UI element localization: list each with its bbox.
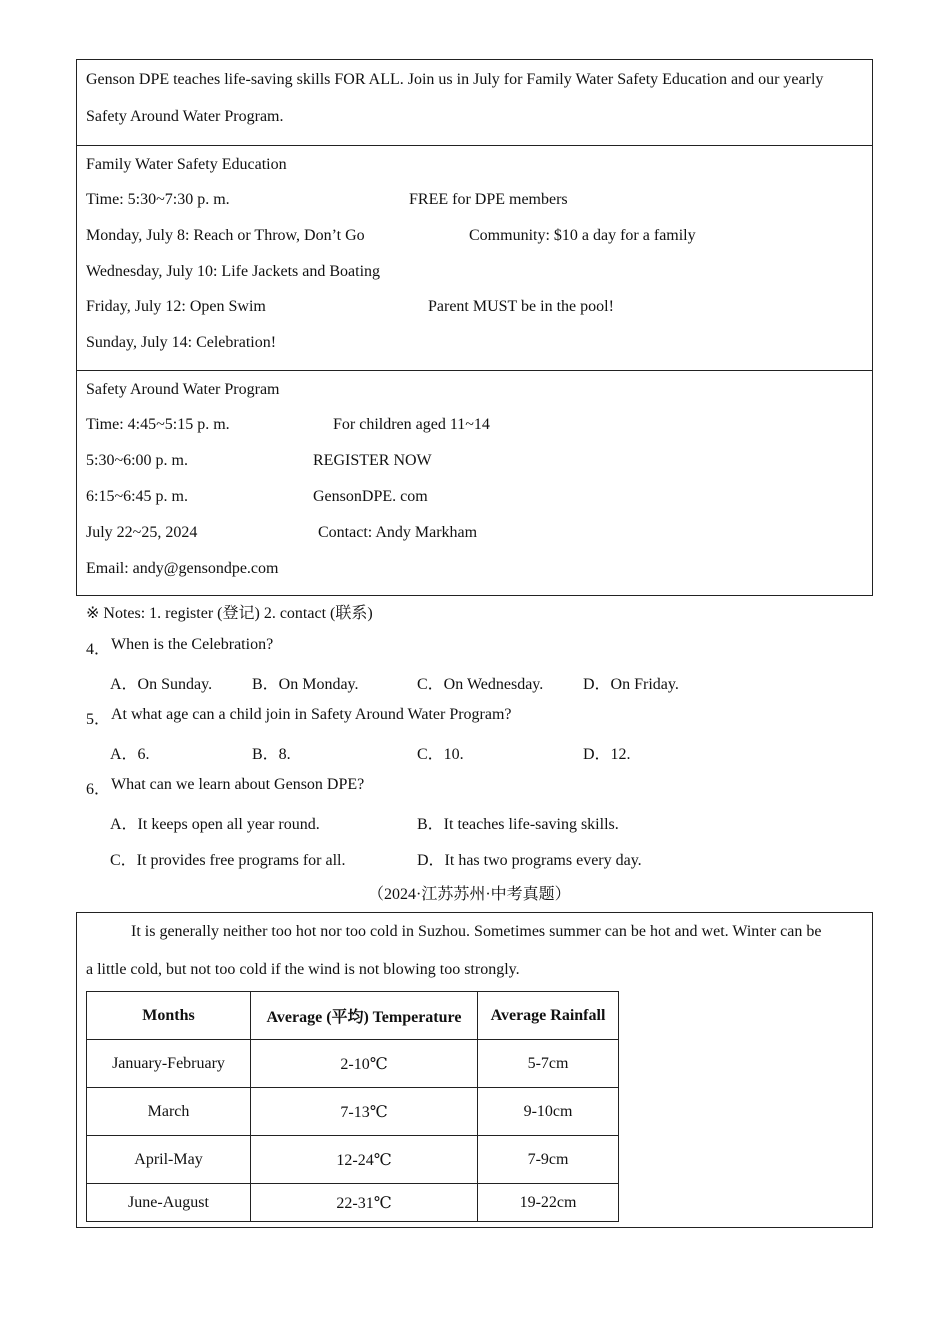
question-6-option-b: B．It teaches life-saving skills.: [417, 816, 619, 833]
header-months: Months: [87, 992, 251, 1040]
table-row: [87, 1088, 619, 1136]
safety-time-2: 5:30~6:00 p. m.: [86, 452, 188, 469]
vocabulary-notes: ※ Notes: 1. register (登记) 2. contact (联系): [86, 605, 373, 622]
cell-temperature: 12-24℃: [251, 1136, 478, 1184]
family-time: Time: 5:30~7:30 p. m.: [86, 191, 230, 208]
family-wednesday: Wednesday, July 10: Life Jackets and Boating: [86, 263, 381, 280]
question-6-option-c: C．It provides free programs for all.: [110, 852, 346, 869]
intro-line-2: Safety Around Water Program.: [86, 108, 284, 125]
table-row: [87, 1184, 619, 1222]
question-5-option-b: B．8.: [252, 746, 291, 763]
safety-contact: Contact: Andy Markham: [318, 524, 478, 541]
family-free-note: FREE for DPE members: [409, 191, 568, 208]
safety-dates: July 22~25, 2024: [86, 524, 198, 541]
question-4-option-b: B．On Monday.: [252, 676, 359, 693]
safety-program-box: [76, 370, 873, 596]
family-title: Family Water Safety Education: [86, 156, 287, 173]
intro-box: [76, 59, 873, 146]
family-sunday: Sunday, July 14: Celebration!: [86, 334, 277, 351]
question-6-number: 6．: [86, 781, 111, 798]
question-4-option-d: D．On Friday.: [583, 676, 679, 693]
table-row: [87, 1040, 619, 1088]
question-4-option-a: A．On Sunday.: [110, 676, 213, 693]
question-4-text: When is the Celebration?: [111, 636, 274, 653]
safety-title: Safety Around Water Program: [86, 381, 280, 398]
cell-temperature: 7-13℃: [251, 1088, 478, 1136]
cell-temperature: 22-31℃: [251, 1184, 478, 1222]
cell-month: April-May: [87, 1136, 251, 1184]
safety-time-3: 6:15~6:45 p. m.: [86, 488, 188, 505]
cell-rainfall: 5-7cm: [478, 1040, 619, 1088]
family-monday: Monday, July 8: Reach or Throw, Don’t Go: [86, 227, 365, 244]
question-5-text: At what age can a child join in Safety Around Water Program?: [111, 706, 512, 723]
suzhou-line-1: It is generally neither too hot nor too cold in Suzhou. Sometimes summer can be hot and wet. Winter can be: [131, 923, 822, 940]
safety-website: GensonDPE. com: [313, 488, 428, 505]
question-5-number: 5．: [86, 711, 111, 728]
weather-table: [86, 991, 619, 1222]
question-5-option-c: C．10.: [417, 746, 464, 763]
question-6-text: What can we learn about Genson DPE?: [111, 776, 365, 793]
family-program-box: [76, 145, 873, 371]
question-6-option-d: D．It has two programs every day.: [417, 852, 642, 869]
family-friday: Friday, July 12: Open Swim: [86, 298, 266, 315]
cell-month: January-February: [87, 1040, 251, 1088]
exam-source: （2024·江苏苏州·中考真题）: [368, 886, 571, 903]
safety-email: Email: andy@gensondpe.com: [86, 560, 279, 577]
question-5-option-d: D．12.: [583, 746, 631, 763]
question-4-option-c: C．On Wednesday.: [417, 676, 544, 693]
safety-register: REGISTER NOW: [313, 452, 432, 469]
family-community-price: Community: $10 a day for a family: [469, 227, 696, 244]
intro-line-1: Genson DPE teaches life-saving skills FOR ALL. Join us in July for Family Water Safety Education and our yearly: [86, 71, 824, 88]
question-6-option-a: A．It keeps open all year round.: [110, 816, 320, 833]
safety-ages: For children aged 11~14: [333, 416, 490, 433]
header-rainfall: Average Rainfall: [478, 992, 619, 1040]
safety-time-1: Time: 4:45~5:15 p. m.: [86, 416, 230, 433]
cell-rainfall: 7-9cm: [478, 1136, 619, 1184]
cell-rainfall: 9-10cm: [478, 1088, 619, 1136]
question-5-option-a: A．6.: [110, 746, 150, 763]
cell-rainfall: 19-22cm: [478, 1184, 619, 1222]
cell-month: June-August: [87, 1184, 251, 1222]
table-header-row: [87, 992, 619, 1040]
table-row: [87, 1136, 619, 1184]
family-parent-note: Parent MUST be in the pool!: [428, 298, 614, 315]
question-4-number: 4．: [86, 641, 111, 658]
suzhou-line-2: a little cold, but not too cold if the wind is not blowing too strongly.: [86, 961, 520, 978]
cell-month: March: [87, 1088, 251, 1136]
header-temperature: Average (平均) Temperature: [251, 992, 478, 1040]
cell-temperature: 2-10℃: [251, 1040, 478, 1088]
